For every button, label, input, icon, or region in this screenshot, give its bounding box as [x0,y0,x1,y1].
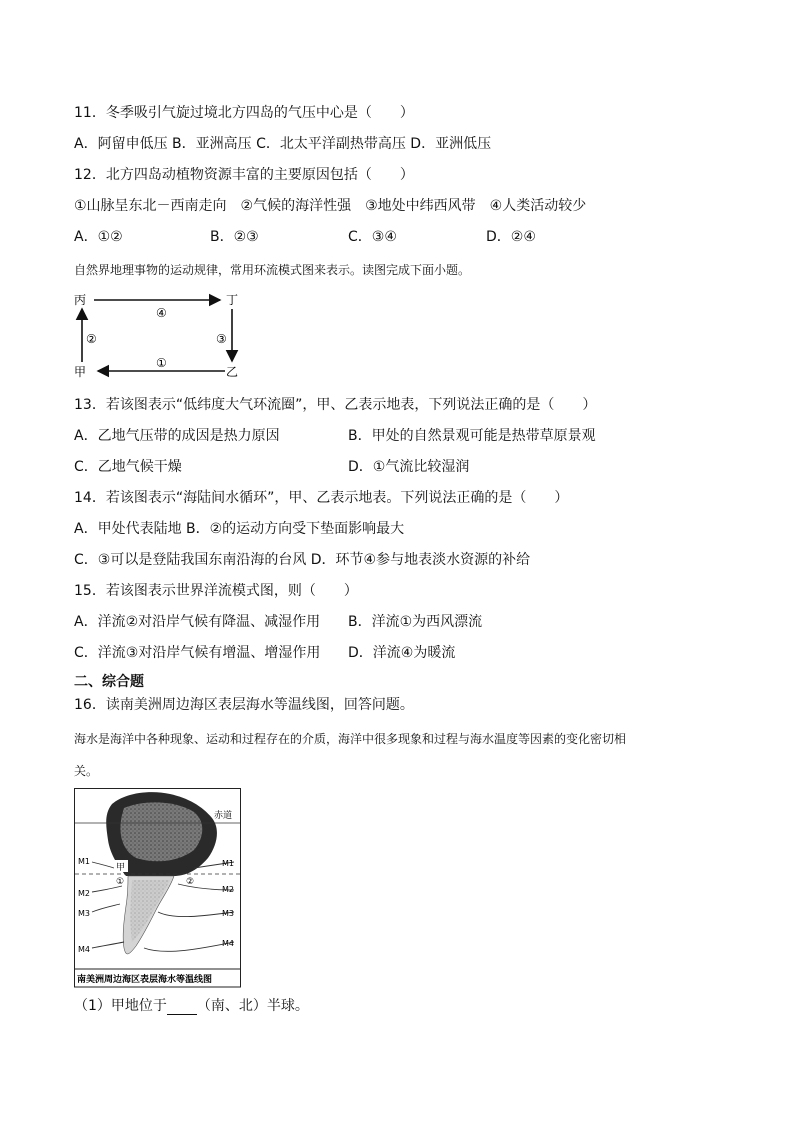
q15-option-c: C．洋流③对沿岸气候有增温、增湿作用 [74,645,321,661]
q16-stem: 16．读南美洲周边海区表层海水等温线图，回答问题。 [74,697,414,713]
q14-stem: 14．若该图表示“海陆间水循环”，甲、乙表示地表。下列说法正确的是（ ） [74,490,569,506]
place-jia: 甲 [116,863,126,873]
m3-right: M3 [222,909,234,918]
cycle-diagram [70,287,250,379]
section-heading: 二、综合题 [74,674,144,690]
q14-options-line2: C．③可以是登陆我国东南沿海的台风 D．环节④参与地表淡水资源的补给 [74,552,531,568]
m1-left: M1 [78,857,90,866]
corner-bing: 丙 [74,293,87,307]
q12-option-c: C．③④ [348,229,397,245]
q13-option-d: D．①气流比较湿润 [348,459,470,475]
q13-option-a: A．乙地气压带的成因是热力原因 [74,428,280,444]
q12-option-b: B．②③ [210,229,259,245]
label-3: ③ [216,332,227,346]
current-2: ② [186,877,195,887]
label-2: ② [86,332,97,346]
q11-options: A．阿留申低压 B．亚洲高压 C．北太平洋副热带高压 D．亚洲低压 [74,136,492,152]
q15-option-b: B．洋流①为西风漂流 [348,614,483,630]
label-1: ① [156,356,167,370]
m1-right: M1 [222,859,234,868]
q12-stem: 12．北方四岛动植物资源丰富的主要原因包括（ ） [74,167,414,183]
answer-blank[interactable] [167,1000,197,1015]
map-caption: 南美洲周边海区表层海水等温线图 [77,975,213,985]
current-1: ① [116,877,125,887]
q13-option-c: C．乙地气候干燥 [74,459,182,475]
corner-yi: 乙 [226,365,239,379]
q16-intro-line2: 关。 [74,764,99,778]
q16-sub1-after: （南、北）半球。 [196,998,309,1014]
q13-option-b: B．甲处的自然景观可能是热带草原景观 [348,428,596,444]
q16-intro-line1: 海水是海洋中各种现象、运动和过程存在的介质，海洋中很多现象和过程与海水温度等因素的变化密切相 [74,732,627,746]
m3-left: M3 [78,909,90,918]
q16-sub1-before: （1）甲地位于 [74,998,167,1014]
q13-stem: 13．若该图表示“低纬度大气环流圈”，甲、乙表示地表，下列说法正确的是（ ） [74,397,597,413]
corner-ding: 丁 [226,293,239,307]
q12-items: ①山脉呈东北－西南走向 ②气候的海洋性强 ③地处中纬西风带 ④人类活动较少 [74,198,587,214]
q15-stem: 15．若该图表示世界洋流模式图，则（ ） [74,583,358,599]
label-4: ④ [156,306,167,320]
m2-left: M2 [78,889,90,898]
q12-option-a: A．①② [74,229,123,245]
q12-option-d: D．②④ [486,229,536,245]
corner-jia: 甲 [74,365,87,379]
intro-text-13-15: 自然界地理事物的运动规律，常用环流模式图来表示。读图完成下面小题。 [74,263,471,277]
isotherm-map [74,788,242,988]
q14-options-line1: A．甲处代表陆地 B．②的运动方向受下垫面影响最大 [74,521,405,537]
m2-right: M2 [222,885,234,894]
q15-option-a: A．洋流②对沿岸气候有降温、减湿作用 [74,614,321,630]
m4-right: M4 [222,939,234,948]
q11-stem: 11．冬季吸引气旋过境北方四岛的气压中心是（ ） [74,105,414,121]
m4-left: M4 [78,945,90,954]
q16-sub1 [74,997,309,1015]
q15-option-d: D．洋流④为暖流 [348,645,456,661]
continent-texture [120,802,202,861]
equator-label: 赤道 [214,811,233,821]
